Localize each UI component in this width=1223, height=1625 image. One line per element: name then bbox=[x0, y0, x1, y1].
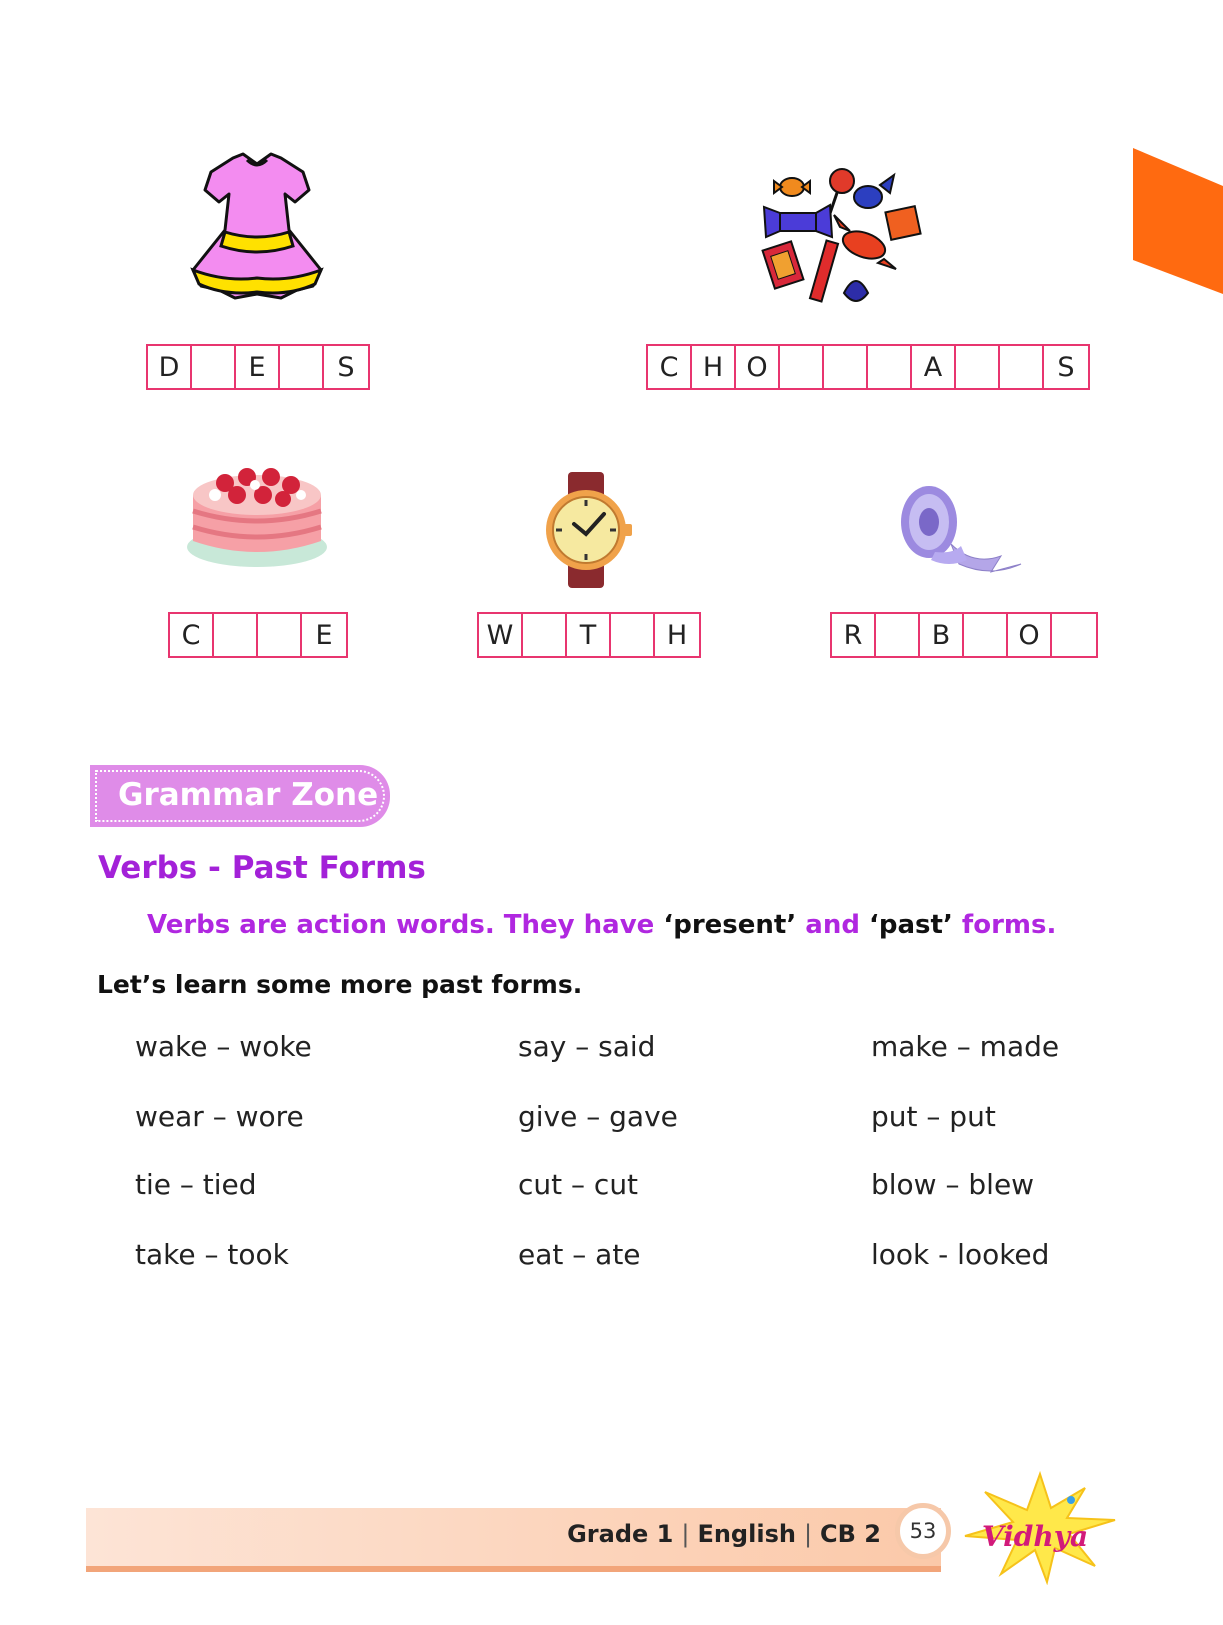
letter-cell: S bbox=[1057, 351, 1075, 383]
letter-cell: O bbox=[736, 346, 780, 388]
letter-cell: H bbox=[692, 346, 736, 388]
footer-book-info bbox=[567, 1520, 881, 1548]
intro-forms: forms. bbox=[952, 910, 1057, 940]
footer-separator: | bbox=[803, 1520, 813, 1548]
verb-pair: say – said bbox=[518, 1030, 656, 1063]
intro-text: Verbs are action words. They have bbox=[147, 910, 664, 940]
verb-pair: take – took bbox=[135, 1238, 289, 1271]
letter-cell: E bbox=[315, 619, 333, 651]
blank-letter-cell[interactable] bbox=[1052, 614, 1096, 656]
watch-icon bbox=[540, 470, 635, 590]
blank-letter-cell[interactable] bbox=[280, 346, 324, 388]
letter-cell: C bbox=[648, 346, 692, 388]
ribbon-icon bbox=[895, 482, 1035, 582]
intro-sentence bbox=[147, 910, 1056, 940]
verb-pair: make – made bbox=[871, 1030, 1060, 1063]
blank-letter-cell[interactable] bbox=[1000, 346, 1044, 388]
blank-letter-cell[interactable] bbox=[214, 614, 258, 656]
blank-letter-cell[interactable] bbox=[523, 614, 567, 656]
letter-cell: A bbox=[912, 346, 956, 388]
blank-letter-cell[interactable] bbox=[964, 614, 1008, 656]
blank-letter-cell[interactable] bbox=[956, 346, 1000, 388]
blank-letter-cell[interactable] bbox=[258, 614, 302, 656]
word-puzzle-dress bbox=[146, 344, 370, 390]
footer-bar bbox=[86, 1508, 941, 1566]
verb-pair: blow – blew bbox=[871, 1168, 1035, 1201]
intro-and: and bbox=[796, 910, 870, 940]
cake-icon bbox=[185, 455, 330, 575]
intro-past: ‘past’ bbox=[869, 910, 953, 940]
letter-cell: D bbox=[148, 346, 192, 388]
letter-cell: W bbox=[479, 614, 523, 656]
verb-pair: give – gave bbox=[518, 1100, 678, 1133]
footer-book: CB 2 bbox=[820, 1520, 881, 1548]
blank-letter-cell[interactable] bbox=[868, 346, 912, 388]
verb-pair: eat – ate bbox=[518, 1238, 641, 1271]
blank-letter-cell[interactable] bbox=[611, 614, 655, 656]
word-puzzle-watch bbox=[477, 612, 701, 658]
dress-icon bbox=[185, 150, 330, 300]
blank-letter-cell[interactable] bbox=[824, 346, 868, 388]
intro-present: ‘present’ bbox=[663, 910, 797, 940]
vidhya-logo bbox=[955, 1470, 1125, 1585]
verb-pair: cut – cut bbox=[518, 1168, 639, 1201]
grammar-zone-badge bbox=[90, 765, 390, 827]
blank-letter-cell[interactable] bbox=[876, 614, 920, 656]
letter-cell: R bbox=[832, 614, 876, 656]
section-title: Verbs - Past Forms bbox=[98, 850, 426, 886]
verb-pair: wake – woke bbox=[135, 1030, 312, 1063]
letter-cell: B bbox=[920, 614, 964, 656]
letter-cell: C bbox=[170, 614, 214, 656]
letter-cell: H bbox=[666, 619, 688, 651]
letter-cell: E bbox=[236, 346, 280, 388]
letter-cell: T bbox=[567, 614, 611, 656]
verb-pair: put – put bbox=[871, 1100, 996, 1133]
verb-pair: wear – wore bbox=[135, 1100, 304, 1133]
blank-letter-cell[interactable] bbox=[780, 346, 824, 388]
letter-cell: O bbox=[1008, 614, 1052, 656]
blank-letter-cell[interactable] bbox=[192, 346, 236, 388]
verb-pair: look - looked bbox=[871, 1238, 1050, 1271]
word-puzzle-cake bbox=[168, 612, 348, 658]
word-puzzle-ribbon bbox=[830, 612, 1098, 658]
chocolates-icon bbox=[760, 165, 945, 315]
footer-subject: English bbox=[697, 1520, 796, 1548]
orange-page-tab bbox=[1133, 148, 1223, 294]
footer-grade: Grade 1 bbox=[567, 1520, 674, 1548]
learn-heading: Let’s learn some more past forms. bbox=[97, 970, 583, 999]
letter-cell: S bbox=[337, 351, 355, 383]
grammar-zone-label: Grammar Zone bbox=[118, 777, 379, 813]
verb-pair: tie – tied bbox=[135, 1168, 257, 1201]
page-number: 53 bbox=[895, 1503, 951, 1559]
footer-separator: | bbox=[681, 1520, 690, 1548]
footer-shadow bbox=[86, 1566, 941, 1572]
word-puzzle-chocolates bbox=[646, 344, 1090, 390]
logo-text: Vidhya bbox=[981, 1520, 1089, 1553]
